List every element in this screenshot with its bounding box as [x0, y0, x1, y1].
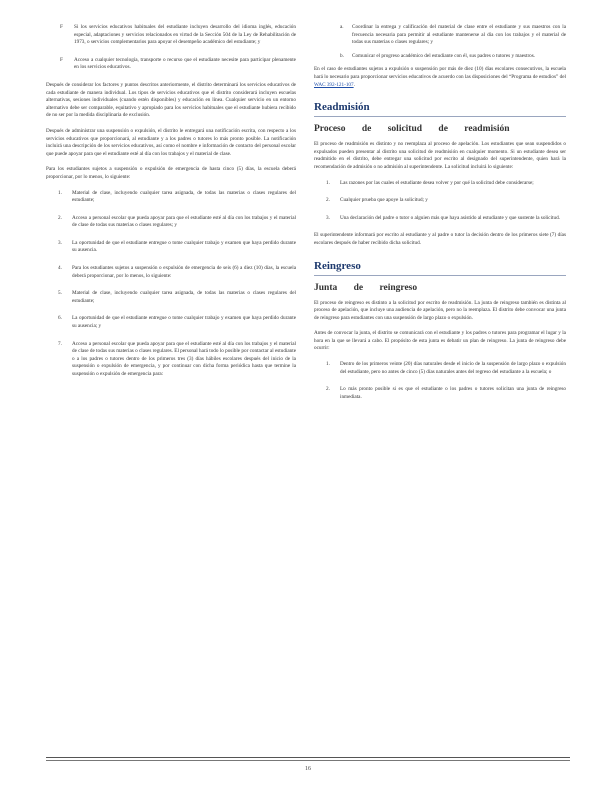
bullet-item	[46, 57, 296, 72]
item-number: 1.	[58, 189, 62, 196]
lettered-item	[314, 24, 566, 47]
item-text: Comunicar el progreso académico del estudiante con él, sus padres o tutores y maestros.	[352, 52, 536, 59]
item-letter: b.	[340, 52, 344, 59]
item-text: Lo más pronto posible si es que el estudiante o los padres o tutores solicitan una junta de reingreso inmediata.	[340, 386, 566, 400]
item-number: 1.	[326, 179, 330, 186]
paragraph-superintendent: El superintendente informará por escrito al estudiante y al padre o tutor la decisión dentro de los primeros siete (7) días escolares después de haber recibido dicha solicitud.	[314, 232, 566, 246]
numbered-item	[314, 197, 566, 205]
item-text: Acceso a personal escolar que pueda apoyar para que el estudiante esté al día con los trabajos y el material de clase de todas sus materias o clases regulares. El personal hará todo lo posible por contactar al estudiante o a los padres o tutores dentro de los primeros tres (3) días hábiles escolares después del inicio de la suspensión o expulsión de emergencia, y por continuar con dicha forma periódica hasta que termine la suspensión o expulsión de emergencia para:	[72, 340, 296, 377]
item-text: La oportunidad de que el estudiante entregue o tome cualquier trabajo y examen que haya perdido durante su ausencia.	[72, 239, 296, 254]
footer-rule-thin	[46, 760, 570, 761]
numbered-item	[314, 180, 566, 188]
item-text: Coordinar la entrega y calificación del material de clase entre el estudiante y sus maestros con la frecuencia necesaria para permitir al estudiante mantenerse al día con los trabajos y el material de todas sus materias o clases regulares; y	[352, 24, 566, 46]
bullet-marker: F	[60, 56, 63, 63]
section-heading-readmission: Readmisión	[314, 101, 566, 117]
numbered-item	[46, 290, 296, 305]
item-number: 7.	[58, 340, 62, 347]
item-number: 3.	[326, 214, 330, 221]
item-number: 2.	[326, 197, 330, 204]
wac-link[interactable]: WAC 392-121-107	[314, 81, 354, 88]
item-text: Material de clase, incluyendo cualquier tarea asignada, de todas las materias o clases regulares del estudiante;	[72, 290, 296, 304]
item-text: Una declaración del padre o tutor o alguien más que haya asistido al estudiante y que sustente la solicitud.	[340, 214, 560, 221]
numbered-item	[314, 361, 566, 376]
item-number: 4.	[58, 265, 62, 272]
paragraph-text: En el caso de estudiantes sujetos a expulsión o suspensión por más de diez (10) días escolares consecutivos, la escuela hará lo necesario para proporcionar servicios educativos de acuerdo con las disposiciones del “Programa de estudios” del	[314, 66, 566, 80]
item-number: 2.	[58, 214, 62, 221]
item-number: 6.	[58, 315, 62, 322]
item-text: Cualquier prueba que apoye la solicitud; y	[340, 197, 428, 204]
section-heading-reentry: Reingreso	[314, 260, 566, 276]
page-number: 16	[305, 766, 311, 772]
numbered-item	[46, 315, 296, 330]
numbered-item	[46, 265, 296, 280]
numbered-item	[314, 215, 566, 223]
item-text: Acceso a personal escolar que pueda apoyar para que el estudiante esté al día con los trabajos y el material de clase de todas sus materias o clases regulares; y	[72, 214, 296, 229]
paragraph-before-meeting: Antes de convocar la junta, el distrito se comunicará con el estudiante y los padres o tutores para programar el lugar y la hora en la que se llevará a cabo. El propósito de esta junta es debatir un plan de reingreso. La junta de reingreso debe ocurrir:	[314, 330, 566, 352]
item-text: Las razones por las cuales el estudiante desea volver y por qué la solicitud debe considerarse;	[340, 179, 534, 186]
numbered-item	[46, 190, 296, 205]
footer-rule	[46, 757, 570, 758]
lettered-item	[314, 53, 566, 61]
item-text: Para los estudiantes sujetos a suspensión o expulsión de emergencia de seis (6) a diez (10) días, la escuela deberá proporcionar, por lo menos, lo siguiente:	[72, 265, 296, 279]
left-column	[46, 24, 296, 389]
bullet-item	[46, 24, 296, 47]
paragraph-end: .	[353, 81, 355, 88]
numbered-item	[46, 240, 296, 255]
paragraph-long-term	[314, 66, 566, 89]
paragraph-notification: Después de administrar una suspensión o expulsión, el distrito le entregará una notificación escrita, con respecto a los servicios educativos que proporcionará, al estudiante y a los padres o tutores lo más pronto posible. La notificación incluirá una descripción de los servicios educativos, así como el nombre e información de contacto del personal escolar que puede apoyar para que el estudiante esté al día con los trabajos y el material de clase.	[46, 127, 296, 157]
item-text: Material de clase, incluyendo cualquier tarea asignada, de todas las materias o clases regulares del estudiante;	[72, 189, 296, 204]
numbered-item	[314, 386, 566, 401]
bullet-marker: F	[60, 24, 63, 30]
subheading-readmission-process: Proceso de solicitud de readmisión	[314, 124, 510, 135]
item-letter: a.	[340, 24, 344, 30]
bullet-text: Acceso a cualquier tecnología, transporte o recurso que el estudiante necesite para participar plenamente en los servicios educativos.	[74, 56, 296, 71]
numbered-item	[46, 341, 296, 379]
bullet-text: Si los servicios educativos habituales del estudiante incluyen desarrollo del idioma inglés, educación especial, adaptaciones y servicios relacionados en virtud de la Sección 504 de la Ley de Rehabilitación de 1973, o servicios complementarios para apoyar el desempeño académico del estudiante; y	[74, 24, 296, 46]
subheading-reentry-meeting: Junta de reingreso	[314, 282, 418, 293]
item-number: 5.	[58, 290, 62, 297]
paragraph-readmission: El proceso de readmisión es distinto y no reemplaza al proceso de apelación. Los estudiantes que sean suspendidos o expulsados pueden presentar al distrito una solicitud de readmisión en cualquier momento. Si un estudiante desea ser readmitido en el distrito, debe entregar una solicitud por escrito al designado del superintendente, quien hará la recomendación de admisión o no admisión al superintendente. La solicitud incluirá lo siguiente:	[314, 141, 566, 170]
paragraph-emergency-intro: Para los estudiantes sujetos a suspensión o expulsión de emergencia de hasta cinco (5) días, la escuela deberá proporcionar, por lo menos, lo siguiente:	[46, 166, 296, 180]
item-number: 2.	[326, 386, 330, 393]
item-text: Dentro de los primeros veinte (20) días naturales desde el inicio de la suspensión de largo plazo o expulsión del estudiante, pero no antes de cinco (5) días naturales antes del regreso del estudiante a la escuela; o	[340, 361, 566, 375]
item-number: 3.	[58, 239, 62, 246]
item-number: 1.	[326, 361, 330, 368]
right-column	[314, 24, 566, 411]
paragraph-reentry: El proceso de reingreso es distinto a la solicitud por escrito de readmisión. La junta de reingreso también es distinta al proceso de apelación, que incluye una audiencia de apelación, pero no la reemplaza. El distrito debe convocar una junta de reingreso para estudiantes con una suspensión de largo plazo o expulsión.	[314, 299, 566, 321]
paragraph-services: Después de considerar los factores y puntos descritos anteriormente, el distrito determinará los servicios educativos de cada estudiante de manera individual. Los tipos de servicios educativos que el distrito considerará incluyen escuelas alternativas, sesiones individuales (cuando estén disponibles) y educación en línea. Cualquier servicio en un entorno alternativo debe ser comparable, equitativo y apropiado para los servicios habituales que el estudiante hubiera recibido de no ser por la medida disciplinaria de exclusión.	[46, 81, 296, 119]
item-text: La oportunidad de que el estudiante entregue o tome cualquier trabajo y examen que haya perdido durante su ausencia; y	[72, 315, 296, 330]
numbered-item	[46, 215, 296, 230]
